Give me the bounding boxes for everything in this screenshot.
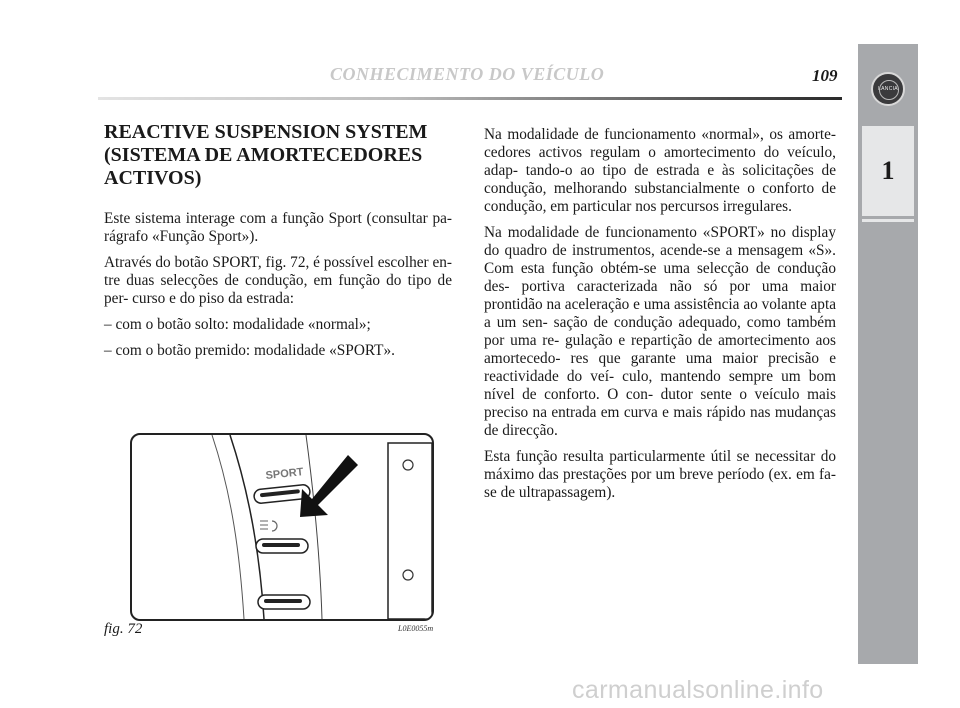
- chapter-number: 1: [881, 156, 895, 185]
- list-item: – com o botão solto: modalidade «normal»;: [104, 316, 371, 333]
- brand-logo-area: [858, 44, 918, 134]
- running-head: CONHECIMENTO DO VEÍCULO: [330, 64, 605, 84]
- lancia-logo-icon: [871, 72, 905, 106]
- paragraph: Este sistema interage com a função Sport (consultar pa- rágrafo «Função Sport»).: [104, 210, 452, 245]
- figure-72-illustration: [130, 433, 434, 621]
- panel-edge: [306, 435, 322, 619]
- headlight-icon: [260, 521, 277, 531]
- right-column: [484, 126, 836, 510]
- paragraph: Através do botão SPORT, fig. 72, é possível escolher en- tre duas selecções de condução, em função do tipo de per- curso e do piso da estrada:: [104, 254, 453, 307]
- figure-code: L0E0055m: [398, 624, 434, 633]
- page-number: 109: [812, 66, 838, 85]
- pointer-arrow-icon: [300, 455, 358, 517]
- paragraph: Na modalidade de funcionamento «normal», os amorte- cedores activos regulam o amortecimento do veículo, adap- tando-o ao tipo de estrada e às solicitações de condução, melhorando substancialmente o conforto de condução, em particular nos percursos irregulares.: [484, 126, 836, 215]
- logo-text: LANCIA: [878, 86, 898, 92]
- section-heading: REACTIVE SUSPENSION SYSTEM (SISTEMA DE AMORTECEDORES ACTIVOS): [104, 121, 428, 189]
- list-item: – com o botão premido: modalidade «SPORT».: [104, 342, 395, 359]
- paragraph: Na modalidade de funcionamento «SPORT» no display do quadro de instrumentos, acende-se a mensagem «S». Com esta função obtém-se uma selecção de condução des- portiva caracterizada não só por uma maior prontidão na aceleração e uma assistência ao volante apta a um sen- sação de condução adequado, como também por uma re- gulação e repartição de amortecimento aos amortecedo- res que garante uma maior precisão e reactividade do veí- culo, mantendo sempre um bom nível de conforto. O con- dutor sente o veículo mais preciso na entrada em curva e mais rápido nas mudanças de direcção.: [484, 224, 836, 439]
- panel-edge: [230, 435, 264, 619]
- paragraph: Esta função resulta particularmente útil se necessitar do máximo das prestações por um breve período (ex. em fa- se de ultrapassagem).: [484, 448, 836, 501]
- sport-label: SPORT: [265, 466, 305, 482]
- left-column: [104, 210, 452, 368]
- tab-divider: [862, 219, 914, 222]
- figure-caption: fig. 72: [104, 621, 143, 637]
- chapter-side-tab: [858, 44, 918, 664]
- headlight-button-slot: [262, 543, 300, 547]
- watermark: carmanualsonline.info: [572, 676, 824, 704]
- sport-button-drawing: [132, 435, 432, 619]
- chapter-number-box[interactable]: [862, 126, 914, 216]
- header-rule: [98, 97, 842, 100]
- lower-button-slot: [264, 599, 302, 603]
